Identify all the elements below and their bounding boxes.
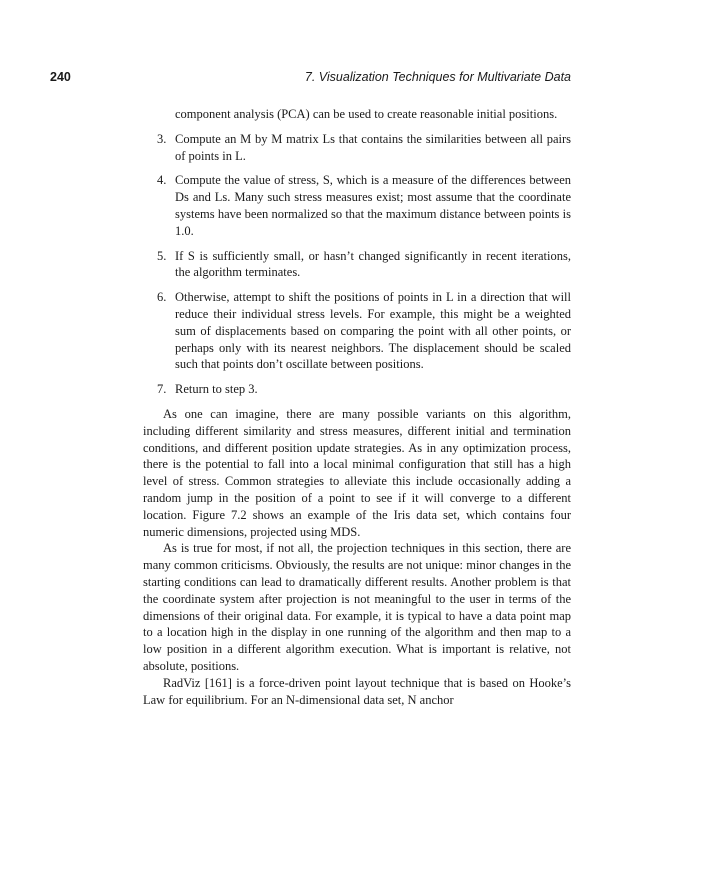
step-text: Compute an M by M matrix Ls that contains the similarities between all pairs of points in L. (175, 131, 571, 163)
continuation-text: component analysis (PCA) can be used to create reasonable initial positions. (175, 107, 558, 121)
step-item (143, 381, 571, 398)
step-text: Otherwise, attempt to shift the positions of points in L in a direction that will reduce their individual stress levels. For example, this might be a weighted sum of displacements based on comparing the point with all other points, or perhaps only with its nearest neighbors. The displacement should be scaled such that points don’t oscillate between positions. (175, 290, 571, 372)
paragraph-mds-variants: As one can imagine, there are many possible variants on this algorithm, including different similarity and stress measures, different initial and termination conditions, and different position update strategies. As in any optimization process, there is the potential to fall into a local minimal configuration that still has a high level of stress. Common strategies to alleviate this include occasionally adding a random jump in the position of a point to see if it will converge to a different location. Figure 7.2 shows an example of the Iris data set, which contains four numeric dimensions, projected using MDS. (143, 406, 571, 539)
paragraph-radviz: RadViz [161] is a force-driven point layout technique that is based on Hooke’s Law for equilibrium. For an N-dimensional data set, N anchor (143, 675, 571, 707)
step-number: 5. (157, 248, 167, 263)
step-number: 4. (157, 173, 167, 188)
paragraph-criticisms: As is true for most, if not all, the projection techniques in this section, there are many common criticisms. Obviously, the results are not unique: minor changes in the starting conditions can lead to dramatically different results. Another problem is that the coordinate system after projection is not meaningful to the user in terms of the dimensions of their original data. For example, it is typical to have a data point map to a location high in the display in one running of the algorithm and then map to a low position in a different algorithm execution. What is important is relative, not absolute, positions. (143, 541, 571, 673)
step-number: 6. (157, 290, 167, 305)
page-body (143, 106, 571, 708)
page-number: 240 (50, 70, 71, 84)
step-text: Compute the value of stress, S, which is a measure of the differences between Ds and Ls. Many such stress measures exist; most assume that the coordinate systems have been normalized so that the maximum distance between points is 1.0. (175, 173, 571, 238)
step-item (143, 131, 571, 165)
running-head: 7. Visualization Techniques for Multivariate Data (304, 70, 571, 84)
step-number: 7. (157, 382, 167, 397)
step-item (143, 172, 571, 239)
step-text: Return to step 3. (175, 382, 258, 397)
step-item (143, 248, 571, 282)
algorithm-steps (143, 131, 571, 398)
step-item (143, 289, 571, 373)
step-text: If S is sufficiently small, or hasn’t changed significantly in recent iterations, the algorithm terminates. (175, 248, 571, 280)
step-number: 3. (157, 131, 167, 146)
page-header (50, 70, 571, 90)
